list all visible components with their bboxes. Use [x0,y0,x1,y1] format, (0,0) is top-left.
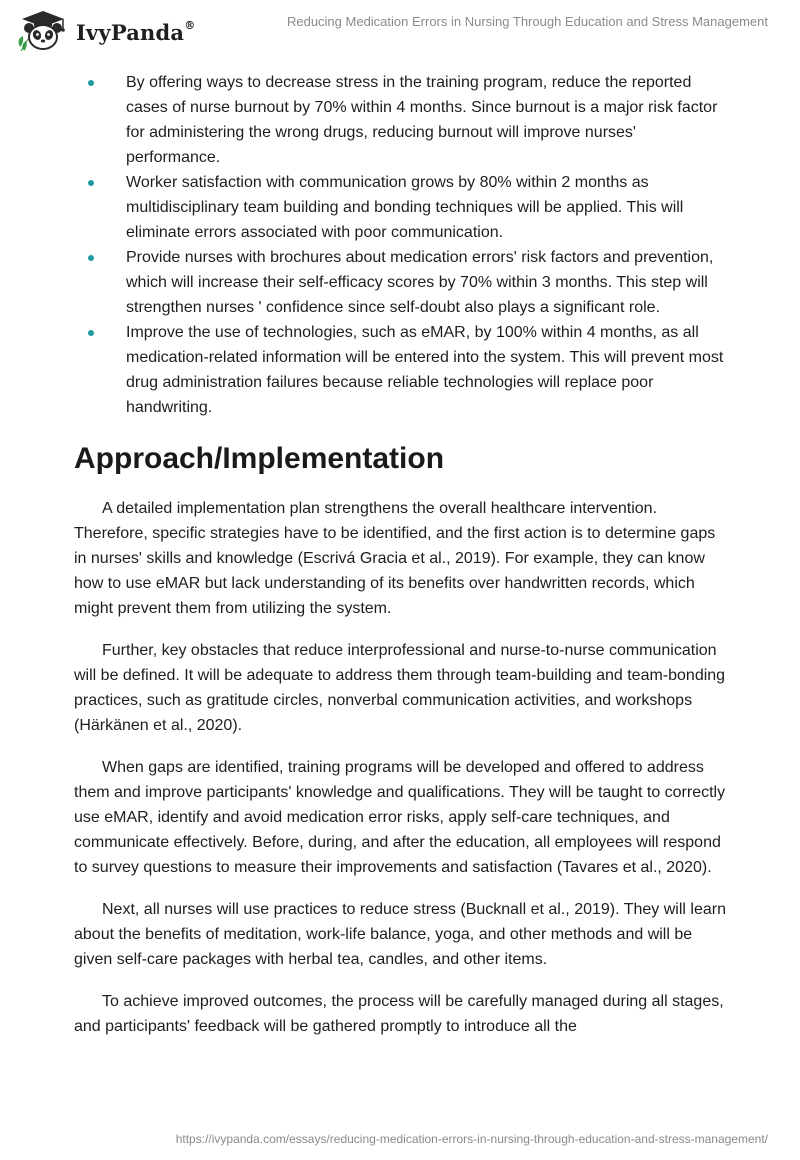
bullet-icon [88,80,94,86]
section-heading: Approach/Implementation [74,442,445,475]
bullet-icon [88,330,94,336]
paragraph: Next, all nurses will use practices to reduce stress (Bucknall et al., 2019). They will learn about the benefits of meditation, work-life balance, yoga, and other methods and will be given self-care packages with herbal tea, candles, and other items. [74,901,726,968]
logo-wordmark: IvyPanda® [76,18,196,45]
list-item [74,70,730,170]
list-item-text: Improve the use of technologies, such as eMAR, by 100% within 4 months, as all medication-related information will be entered into the system. This will prevent most drug administration failures because reliable technologies will replace poor handwriting. [126,324,724,416]
document-body [74,70,730,1056]
panda-graduate-icon [14,9,72,53]
paragraph: When gaps are identified, training programs will be developed and offered to address them and improve participants' knowledge and qualifications. They will be taught to correctly use eMAR, identify and avoid medication error risks, apply self-care techniques, and communicate effectively. Before, during, and after the education, all employees will respond to survey questions to measure their improvements and satisfaction (Tavares et al., 2020). [74,759,726,876]
paragraph: Further, key obstacles that reduce interprofessional and nurse-to-nurse communication will be defined. It will be adequate to address them through team-building and team-bonding practices, such as gratitude circles, nonverbal communication activities, and workshops (Härkänen et al., 2020). [74,642,726,734]
source-url-link[interactable]: https://ivypanda.com/essays/reducing-medication-errors-in-nursing-through-education-and-stress-management/ [175,1132,768,1146]
bullet-icon [88,180,94,186]
bullet-icon [88,255,94,261]
document-title: Reducing Medication Errors in Nursing Through Education and Stress Management [286,14,768,29]
objectives-list [74,70,730,420]
list-item-text: Worker satisfaction with communication grows by 80% within 2 months as multidisciplinary team building and bonding techniques will be applied. This will eliminate errors associated with poor communication. [126,174,684,241]
list-item [74,245,730,320]
page-header [0,0,800,60]
list-item-text: Provide nurses with brochures about medication errors' risk factors and prevention, which will increase their self-efficacy scores by 70% within 3 months. This step will strengthen nurses ' confidence since self-doubt also plays a significant role. [126,249,714,316]
list-item [74,320,730,420]
paragraph: To achieve improved outcomes, the process will be carefully managed during all stages, and participants' feedback will be gathered promptly to introduce all the [74,993,724,1035]
list-item-text: By offering ways to decrease stress in the training program, reduce the reported cases of nurse burnout by 70% within 4 months. Since burnout is a major risk factor for administering the wrong drugs, reducing burnout will improve nurses' performance. [126,74,718,166]
paragraph: A detailed implementation plan strengthens the overall healthcare intervention. Therefore, specific strategies have to be identified, and the first action is to determine gaps in nurses' skills and knowledge (Escrivá Gracia et al., 2019). For example, they can know how to use eMAR but lack understanding of its benefits over handwritten records, which might prevent them from utilizing the system. [74,500,716,617]
list-item [74,170,730,245]
ivypanda-logo-link[interactable] [14,9,195,53]
